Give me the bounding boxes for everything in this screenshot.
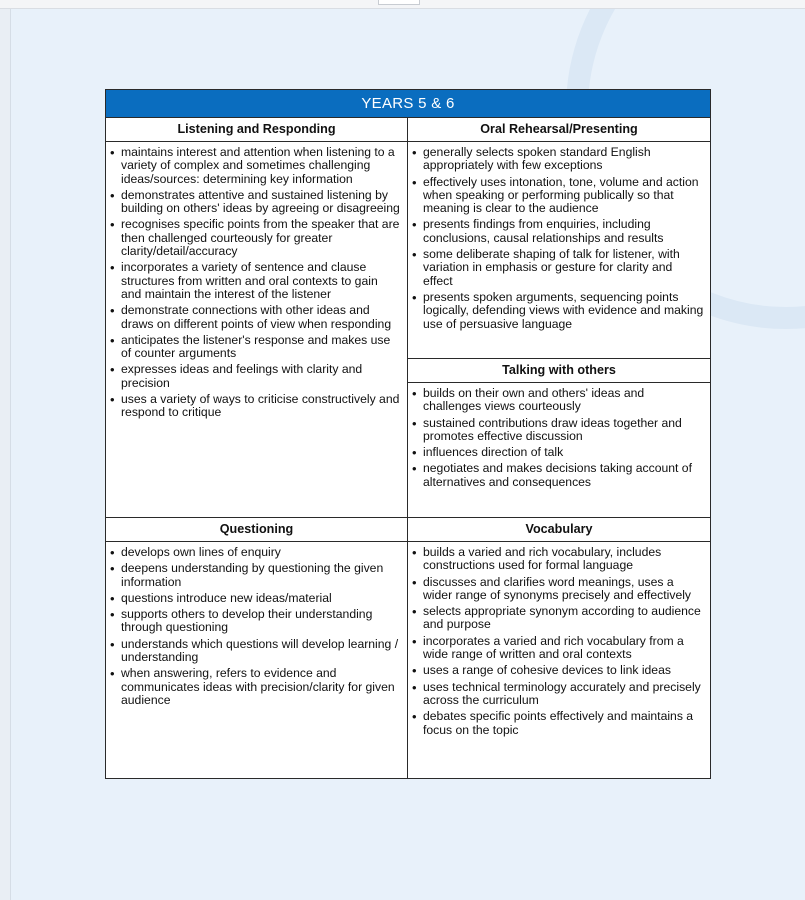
questioning-list [106,542,407,714]
oral-list [408,142,710,338]
listening-cell [106,142,408,518]
list-item: • presents spoken arguments, sequencing points logically, defending views with evidence and making use of persuasive language [412,291,704,331]
heading-vocabulary: Vocabulary [408,518,711,542]
list-item: • selects appropriate synonym according to audience and purpose [412,605,704,632]
list-item: • discusses and clarifies word meanings, uses a wider range of synonyms precisely and effectively [412,576,704,603]
page-tab-handle[interactable] [378,0,420,5]
list-item: • builds on their own and others' ideas and challenges views courteously [412,387,704,414]
list-item: • builds a varied and rich vocabulary, includes constructions used for formal language [412,546,704,573]
list-item: • supports others to develop their understanding through questioning [110,608,401,635]
heading-questioning: Questioning [106,518,408,542]
list-item: • incorporates a varied and rich vocabulary from a wide range of written and oral contexts [412,635,704,662]
list-item: • some deliberate shaping of talk for listener, with variation in emphasis or gesture for clarity and effect [412,248,704,288]
list-item: • expresses ideas and feelings with clarity and precision [110,363,401,390]
table-title: YEARS 5 & 6 [106,90,711,118]
list-item: • debates specific points effectively and maintains a focus on the topic [412,710,704,737]
questioning-cell [106,542,408,779]
vocabulary-cell [408,542,711,779]
list-item: • influences direction of talk [412,446,704,459]
list-item: • generally selects spoken standard English appropriately with few exceptions [412,146,704,173]
list-item: • presents findings from enquiries, including conclusions, causal relationships and results [412,218,704,245]
heading-oral: Oral Rehearsal/Presenting [408,118,711,142]
list-item: • demonstrates attentive and sustained listening by building on others' ideas by agreeing or disagreeing [110,189,401,216]
vocabulary-list [408,542,710,744]
list-item: • incorporates a variety of sentence and clause structures from written and oral contexts to gain and maintain the interest of the listener [110,261,401,301]
list-item: • anticipates the listener's response and makes use of counter arguments [110,334,401,361]
listening-list [106,142,407,427]
heading-listening: Listening and Responding [106,118,408,142]
list-item: • when answering, refers to evidence and communicates ideas with precision/clarity for given audience [110,667,401,707]
talking-list [408,383,710,496]
list-item: • uses a range of cohesive devices to link ideas [412,664,704,677]
list-item: • develops own lines of enquiry [110,546,401,559]
oral-talking-cell [408,142,711,518]
list-item: • uses a variety of ways to criticise constructively and respond to critique [110,393,401,420]
list-item: • deepens understanding by questioning the given information [110,562,401,589]
list-item: • negotiates and makes decisions taking account of alternatives and consequences [412,462,704,489]
list-item: • maintains interest and attention when listening to a variety of complex and sometimes challenging ideas/sources: determining key information [110,146,401,186]
viewer-toolbar [0,0,805,9]
list-item: • questions introduce new ideas/material [110,592,401,605]
rubric-table [105,89,711,779]
list-item: • uses technical terminology accurately and precisely across the curriculum [412,681,704,708]
list-item: • recognises specific points from the speaker that are then challenged courteously for greater clarity/detail/accuracy [110,218,401,258]
document-page [10,9,805,900]
list-item: • demonstrate connections with other ideas and draws on different points of view when responding [110,304,401,331]
list-item: • understands which questions will develop learning / understanding [110,638,401,665]
heading-talking: Talking with others [408,358,710,383]
list-item: • sustained contributions draw ideas together and promotes effective discussion [412,417,704,444]
list-item: • effectively uses intonation, tone, volume and action when speaking or performing publically so that meaning is clear to the audience [412,176,704,216]
oral-section [408,142,710,358]
